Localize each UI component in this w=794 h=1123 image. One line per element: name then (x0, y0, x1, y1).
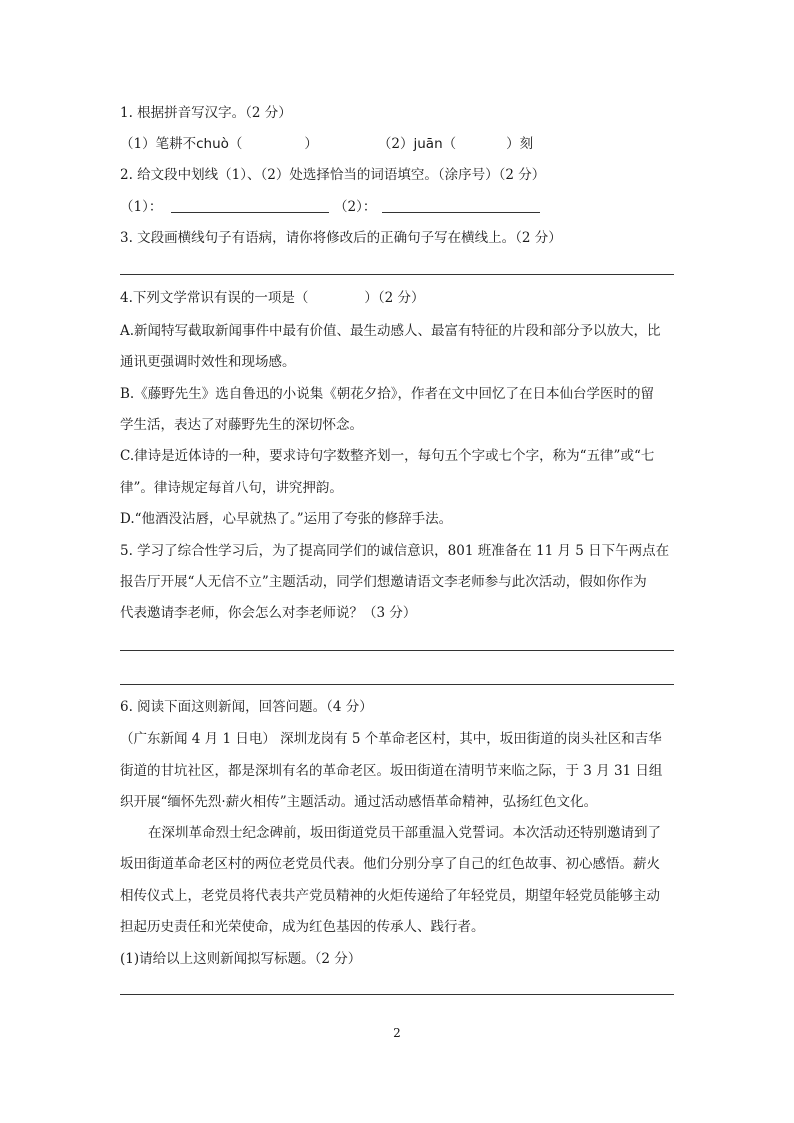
q4-option-c-line1: C.律诗是近体诗的一种，要求诗句字数整齐划一，每句五个字或七个字，称为“五律”或“七 (120, 448, 655, 464)
q1-items (120, 135, 533, 153)
q5-line1: 5. 学习了综合性学习后，为了提高同学们的诚信意识，801 班准备在 11 月 5 日下午两点在 (120, 543, 670, 559)
q2-label-1: （1）： (120, 199, 163, 215)
q4-stem-a: 4.下列文学常识有误的一项是（ (120, 290, 309, 306)
q4-option-a-line2: 通讯更强调时效性和现场感。 (120, 354, 296, 370)
q6-paragraph1-line3: 织开展“缅怀先烈·薪火相传”主题活动。通过活动感悟革命精神，弘扬红色文化。 (120, 794, 598, 810)
q1-b-pinyin: juān (413, 136, 443, 152)
q6-answer-line[interactable] (120, 994, 674, 995)
q1-b-paren-open: （ (442, 136, 457, 152)
q1-a-paren-close: ） (304, 136, 318, 152)
q1-b-prefix: （2） (377, 136, 414, 152)
q3-stem: 3. 文段画横线句子有语病，请你将修改后的正确句子写在横线上。（2 分） (120, 230, 562, 246)
q5-line2: 报告厅开展“人无信不立”主题活动，同学们想邀请语文李老师参与此次活动，假如你作为 (120, 574, 647, 590)
q2-stem: 2. 给文段中划线（1）、（2）处选择恰当的词语填空。（涂序号）（2 分） (120, 167, 546, 183)
q4-option-b-line1: B.《藤野先生》选自鲁迅的小说集《朝花夕拾》，作者在文中回忆了在日本仙台学医时的留 (120, 386, 654, 402)
q6-stem: 6. 阅读下面这则新闻，回答问题。（4 分） (120, 699, 373, 715)
q6-paragraph2-line2: 坂田街道革命老区村的两位老党员代表。他们分别分享了自己的红色故事、初心感悟。薪火 (120, 856, 660, 872)
q5-line3: 代表邀请李老师，你会怎么对李老师说？（3 分） (120, 605, 417, 621)
q6-paragraph1-line2: 街道的甘坑社区，都是深圳有名的革命老区。坂田街道在清明节来临之际，于 3 月 31 日组 (120, 763, 663, 779)
q5-answer-line-2[interactable] (120, 684, 674, 685)
q1-stem: 1. 根据拼音写汉字。（2 分） (120, 105, 292, 121)
q6-paragraph1-line1: （广东新闻 4 月 1 日电） 深圳龙岗有 5 个革命老区村，其中，坂田街道的岗头社区和吉华 (120, 731, 662, 747)
page-number: 2 (393, 1026, 401, 1040)
q4-option-d: D.“他酒没沾唇，心早就热了。”运用了夸张的修辞手法。 (120, 511, 453, 527)
q1-a-prefix: （1）笔耕不 (120, 136, 197, 152)
q6-paragraph2-line3: 相传仪式上，老党员将代表共产党员精神的火炬传递给了年轻党员，期望年轻党员能够主动 (120, 888, 660, 904)
q5-answer-line-1[interactable] (120, 650, 674, 651)
q4-stem (120, 289, 425, 307)
q4-stem-b: ）（2 分） (364, 290, 425, 306)
q6-paragraph2-line1: 在深圳革命烈士纪念碑前，坂田街道党员干部重温入党誓词。本次活动还特别邀请到了 (148, 825, 661, 841)
q6-paragraph2-line4: 担起历史责任和光荣使命，成为红色基因的传承人、践行者。 (120, 919, 485, 935)
q1-b-paren-close: ）刻 (506, 136, 534, 152)
q4-option-b-line2: 学生活，表达了对藤野先生的深切怀念。 (120, 417, 363, 433)
q6-subquestion-1: (1)请给以上这则新闻拟写标题。（2 分） (120, 951, 362, 967)
q3-answer-line[interactable] (120, 274, 674, 275)
q2-answer-line-2[interactable] (382, 212, 540, 213)
q4-option-c-line2: 律”。律诗规定每首八句，讲究押韵。 (120, 480, 343, 496)
q1-a-paren-open: （ (228, 136, 243, 152)
q1-a-pinyin: chuò (196, 136, 229, 152)
q4-option-a-line1: A.新闻特写截取新闻事件中最有价值、最生动感人、最富有特征的片段和部分予以放大，比 (120, 323, 661, 339)
q2-answer-line-1[interactable] (171, 212, 329, 213)
q2-label-2: （2）： (334, 199, 377, 215)
